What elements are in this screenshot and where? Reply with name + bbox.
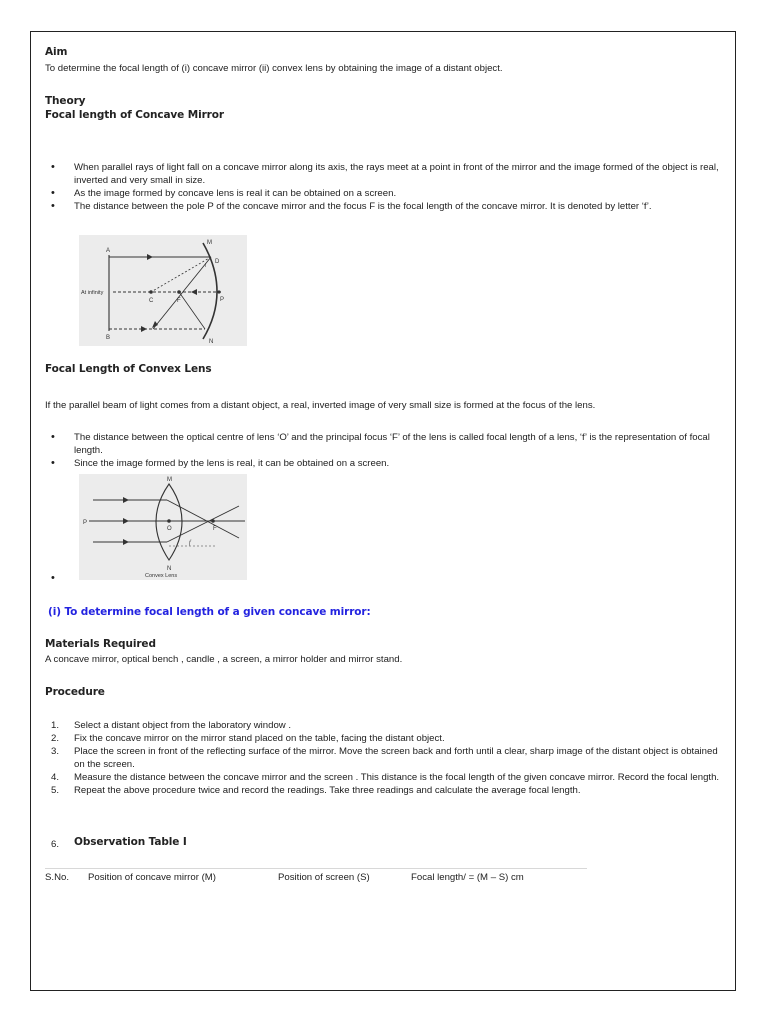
caption: Convex Lens xyxy=(145,573,178,579)
label-o: O xyxy=(167,526,172,532)
materials-text: A concave mirror, optical bench , candle , a screen, a mirror holder and mirror stand. xyxy=(45,654,403,665)
observation-table-heading: Observation Table I xyxy=(74,836,187,848)
step-number: 3. xyxy=(51,746,60,757)
table-step-number: 6. xyxy=(51,839,60,850)
list-item xyxy=(31,719,721,732)
procedure-heading: Procedure xyxy=(45,686,105,698)
list-item: • Since the image formed by the lens is real, it can be obtained on a screen. xyxy=(31,457,721,470)
mirror-bullets xyxy=(31,161,721,213)
label-m: M xyxy=(167,477,172,483)
convex-lens-figure xyxy=(79,474,247,580)
list-item xyxy=(31,732,721,745)
label-a: A xyxy=(106,248,111,254)
mirror-heading: Focal length of Concave Mirror xyxy=(45,109,224,121)
theory-heading: Theory xyxy=(45,95,86,107)
concave-mirror-diagram xyxy=(79,235,247,346)
label-i: i xyxy=(205,263,207,269)
table-header-mirror-position: Position of concave mirror (M) xyxy=(88,872,216,883)
experiment-title: (i) To determine focal length of a given concave mirror: xyxy=(48,606,371,618)
list-item: • As the image formed by concave lens is real it can be obtained on a screen. xyxy=(31,187,721,200)
table-top-rule xyxy=(45,868,587,869)
step-text: Select a distant object from the laboratory window . xyxy=(74,720,292,731)
step-number: 1. xyxy=(51,720,60,731)
label-p: P xyxy=(83,520,88,526)
list-item xyxy=(31,745,721,771)
list-item: • The distance between the pole P of the concave mirror and the focus F is the focal length of the concave mirror. It is denoted by letter ‘f’. xyxy=(31,200,721,213)
table-header-sno: S.No. xyxy=(45,872,69,883)
label-focal-length: f xyxy=(189,540,191,546)
lens-heading: Focal Length of Convex Lens xyxy=(45,363,212,375)
label-n: N xyxy=(167,566,172,572)
aim-heading: Aim xyxy=(45,46,68,58)
concave-mirror-figure xyxy=(79,235,247,346)
step-text: Place the screen in front of the reflecting surface of the mirror. Move the screen back and forth until a clear, sharp image of the distant object is obtained on the screen. xyxy=(74,746,718,770)
list-item: • The distance between the optical centre of lens ‘O’ and the principal focus ‘F’ of the lens is called focal length of a lens, ‘f’ is the representation of focal length. xyxy=(31,431,721,457)
label-infinity: At infinity xyxy=(81,290,104,296)
step-number: 4. xyxy=(51,772,60,783)
step-text: Repeat the above procedure twice and record the readings. Take three readings and calculate the average focal length. xyxy=(74,785,581,796)
materials-heading: Materials Required xyxy=(45,638,156,650)
step-number: 5. xyxy=(51,785,60,796)
step-text: Measure the distance between the concave mirror and the screen . This distance is the focal length of the given concave mirror. Record the focal length. xyxy=(74,772,720,783)
convex-lens-diagram xyxy=(79,474,247,580)
step-number: 2. xyxy=(51,733,60,744)
document-page xyxy=(30,31,736,991)
label-f: F xyxy=(177,298,181,304)
label-f: F xyxy=(213,526,217,532)
aim-text: To determine the focal length of (i) concave mirror (ii) convex lens by obtaining the image of a distant object. xyxy=(45,63,503,74)
label-m: M xyxy=(207,240,212,246)
list-item xyxy=(31,784,721,797)
label-c: C xyxy=(149,298,154,304)
label-b: B xyxy=(106,335,111,341)
label-n: N xyxy=(209,339,214,345)
lens-intro: If the parallel beam of light comes from a distant object, a real, inverted image of very small size is formed at the focus of the lens. xyxy=(45,400,596,411)
procedure-steps xyxy=(31,719,721,797)
table-header-focal-length: Focal length/ = (M – S) cm xyxy=(411,872,524,883)
table-header-screen-position: Position of screen (S) xyxy=(278,872,370,883)
list-item xyxy=(31,771,721,784)
lens-bullets xyxy=(31,431,721,470)
label-d: D xyxy=(215,259,220,265)
step-text: Fix the concave mirror on the mirror stand placed on the table, facing the distant object. xyxy=(74,733,445,744)
list-item: • When parallel rays of light fall on a concave mirror along its axis, the rays meet at a point in front of the mirror and the image formed of the object is real, inverted and very small in size. xyxy=(31,161,721,187)
label-p: P xyxy=(220,297,225,303)
empty-bullet: • xyxy=(51,572,55,584)
